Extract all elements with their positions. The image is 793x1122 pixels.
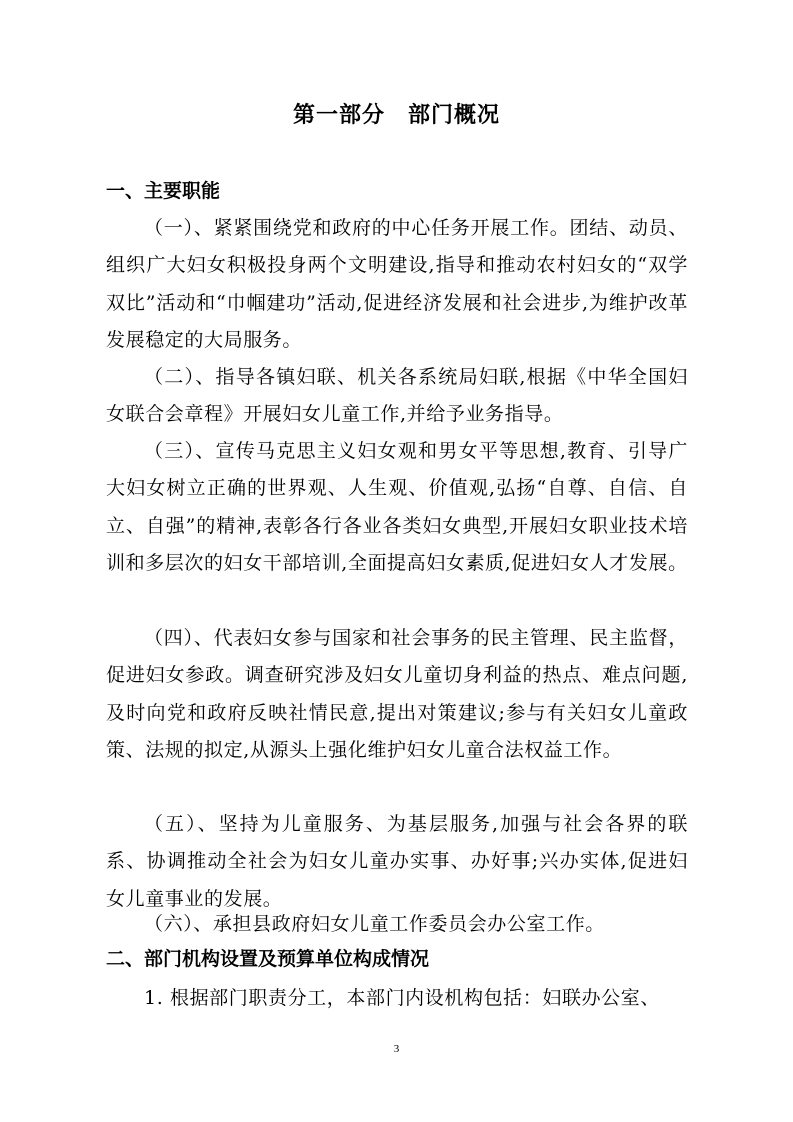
paragraph-organization-1: 1. 根据部门职责分工，本部门内设机构包括：妇联办公室、 (144, 987, 660, 1009)
section-heading-main-functions: 一、主要职能 (106, 180, 221, 202)
paragraph-function-4: （四）、代表妇女参与国家和社会事务的民主管理、民主监督，促进妇女参政。调查研究涉及妇女儿童切身利益的热点、难点问题,及时向党和政府反映社情民意,提出对策建议;参与有关妇女儿童政策、法规的拟定,从源头上强化维护妇女儿童合法权益工作。 (106, 627, 688, 761)
paragraph-function-6: （六）、承担县政府妇女儿童工作委员会办公室工作。 (144, 913, 605, 935)
paragraph-function-3: （三）、宣传马克思主义妇女观和男女平等思想,教育、引导广大妇女树立正确的世界观、人生观、价值观,弘扬“自尊、自信、自立、自强”的精神,表彰各行各业各类妇女典型,开展妇女职业技术培训和多层次的妇女干部培训,全面提高妇女素质,促进妇女人才发展。 (106, 440, 688, 574)
section-heading-organization: 二、部门机构设置及预算单位构成情况 (106, 948, 430, 970)
page-title: 第一部分 部门概况 (292, 103, 500, 128)
page-number: 3 (393, 1043, 400, 1055)
paragraph-function-2: （二）、指导各镇妇联、机关各系统局妇联,根据《中华全国妇女联合会章程》开展妇女儿童工作,并给予业务指导。 (106, 366, 688, 426)
paragraph-function-5: （五）、坚持为儿童服务、为基层服务,加强与社会各界的联系、协调推动全社会为妇女儿童办实事、办好事;兴办实体,促进妇女儿童事业的发展。 (106, 813, 688, 910)
paragraph-function-1: （一）、紧紧围绕党和政府的中心任务开展工作。团结、动员、组织广大妇女积极投身两个文明建设,指导和推动农村妇女的“双学双比”活动和“巾帼建功”活动,促进经济发展和社会进步,为维护改革发展稳定的大局服务。 (106, 217, 688, 351)
